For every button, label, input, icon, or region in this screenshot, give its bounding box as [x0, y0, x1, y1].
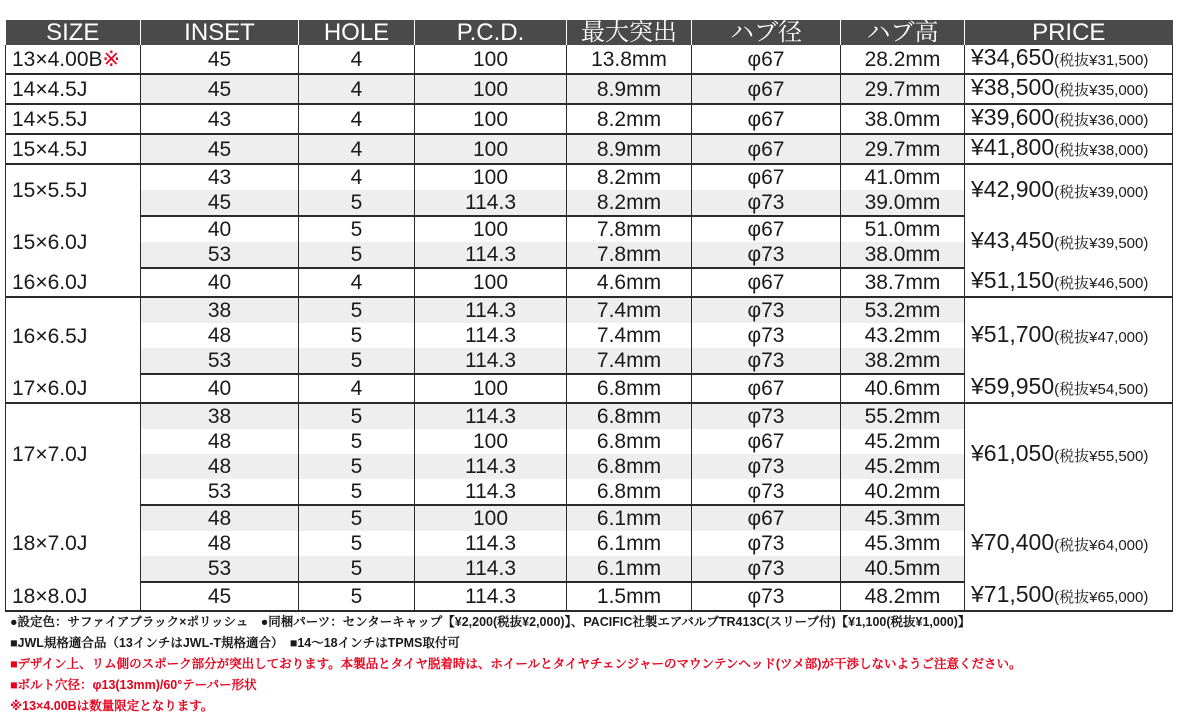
inset-cell: 48	[141, 429, 299, 454]
size-label: 15×4.5J	[12, 137, 88, 161]
wheel-spec-table	[5, 20, 1173, 612]
pcd-cell: 114.3	[415, 297, 567, 323]
hole-cell: 5	[299, 323, 415, 348]
table-row	[6, 134, 1173, 164]
note-line: ■ボルト穴径：φ13(13mm)/60°テーパー形状	[10, 678, 257, 692]
inset-cell: 53	[141, 242, 299, 268]
pcd-cell: 100	[415, 374, 567, 403]
price-value: ¥43,450	[971, 227, 1055, 253]
size-label: 17×6.0J	[12, 376, 88, 400]
price-value: ¥71,500	[971, 582, 1055, 607]
size-label: 18×7.0J	[12, 532, 88, 555]
pcd-cell: 114.3	[415, 242, 567, 268]
hub-height-cell: 55.2mm	[841, 403, 965, 429]
hub-diameter-cell: φ67	[692, 374, 841, 403]
max-protrusion-cell: 4.6mm	[567, 268, 692, 297]
size-label: 14×5.5J	[12, 107, 88, 131]
size-label: 16×6.5J	[12, 324, 88, 348]
max-protrusion-cell: 6.1mm	[567, 505, 692, 531]
size-label: 15×5.5J	[12, 179, 88, 202]
pcd-cell: 100	[415, 134, 567, 164]
inset-cell: 45	[141, 134, 299, 164]
pcd-cell: 100	[415, 164, 567, 190]
hole-cell: 4	[299, 45, 415, 74]
hub-diameter-cell: φ73	[692, 531, 841, 556]
note-line: ●設定色：サファイアブラック×ポリッシュ ●同梱パーツ：センターキャップ【¥2,200(税抜¥2,000)】、PACIFIC社製エアバルブTR413C(スリーブ付)【¥1,100(税抜¥1,000)】	[10, 615, 971, 629]
hub-diameter-cell: φ73	[692, 556, 841, 582]
hole-cell: 4	[299, 268, 415, 297]
hole-cell: 5	[299, 556, 415, 582]
hub-height-cell: 45.2mm	[841, 454, 965, 479]
hub-height-cell: 45.3mm	[841, 505, 965, 531]
header-hub-diameter: ハブ径	[692, 20, 841, 45]
table-row	[6, 164, 1173, 190]
price-tax-excluded: (税抜¥46,500)	[1054, 275, 1149, 292]
price-cell	[965, 374, 1173, 403]
pcd-cell: 100	[415, 429, 567, 454]
note-line: ■デザイン上、リム側のスポーク部分が突出しております。本製品とタイヤ脱着時は、ホイールとタイヤチェンジャーのマウンテンヘッド(ツメ部)が干渉しないようご注意ください。	[10, 657, 1022, 671]
hub-diameter-cell: φ73	[692, 479, 841, 505]
hub-height-cell: 45.2mm	[841, 429, 965, 454]
price-cell	[965, 164, 1173, 216]
hub-diameter-cell: φ67	[692, 268, 841, 297]
size-label: 18×8.0J	[12, 584, 88, 608]
hole-cell: 5	[299, 216, 415, 242]
hub-diameter-cell: φ67	[692, 505, 841, 531]
table-row	[6, 74, 1173, 104]
hole-cell: 4	[299, 164, 415, 190]
size-label: 17×7.0J	[12, 443, 88, 466]
price-value: ¥42,900	[971, 175, 1055, 202]
table-row	[6, 403, 1173, 429]
price-cell	[965, 134, 1173, 164]
inset-cell: 45	[141, 190, 299, 216]
pcd-cell: 114.3	[415, 556, 567, 582]
hub-diameter-cell: φ67	[692, 429, 841, 454]
inset-cell: 38	[141, 297, 299, 323]
inset-cell: 38	[141, 403, 299, 429]
table-row	[6, 104, 1173, 134]
hub-diameter-cell: φ67	[692, 45, 841, 74]
size-label: 13×4.00B	[12, 47, 103, 71]
hub-height-cell: 38.0mm	[841, 242, 965, 268]
hub-height-cell: 28.2mm	[841, 45, 965, 74]
hub-height-cell: 48.2mm	[841, 582, 965, 611]
price-cell	[965, 403, 1173, 505]
hole-cell: 5	[299, 429, 415, 454]
hub-diameter-cell: φ73	[692, 323, 841, 348]
header-price: PRICE	[965, 20, 1173, 45]
hub-height-cell: 38.0mm	[841, 104, 965, 134]
hub-height-cell: 40.5mm	[841, 556, 965, 582]
max-protrusion-cell: 6.8mm	[567, 403, 692, 429]
hub-diameter-cell: φ73	[692, 190, 841, 216]
table-row	[6, 297, 1173, 323]
hub-diameter-cell: φ73	[692, 454, 841, 479]
pcd-cell: 100	[415, 505, 567, 531]
price-cell	[965, 74, 1173, 104]
pcd-cell: 100	[415, 216, 567, 242]
price-value: ¥41,800	[971, 134, 1055, 160]
size-cell	[6, 403, 141, 505]
header-max-protrusion: 最大突出	[567, 20, 692, 45]
max-protrusion-cell: 8.2mm	[567, 164, 692, 190]
note-line: ※13×4.00Bは数量限定となります。	[10, 699, 214, 713]
pcd-cell: 114.3	[415, 582, 567, 611]
hole-cell: 5	[299, 297, 415, 323]
size-cell	[6, 505, 141, 582]
inset-cell: 45	[141, 74, 299, 104]
price-tax-excluded: (税抜¥47,000)	[1054, 329, 1149, 346]
pcd-cell: 100	[415, 74, 567, 104]
size-cell	[6, 74, 141, 104]
max-protrusion-cell: 6.1mm	[567, 531, 692, 556]
price-cell	[965, 268, 1173, 297]
pcd-cell: 114.3	[415, 323, 567, 348]
pcd-cell: 114.3	[415, 531, 567, 556]
max-protrusion-cell: 8.9mm	[567, 134, 692, 164]
price-cell	[965, 104, 1173, 134]
price-value: ¥70,400	[971, 528, 1055, 555]
size-cell	[6, 268, 141, 297]
price-tax-excluded: (税抜¥55,500)	[1054, 447, 1149, 465]
price-tax-excluded: (税抜¥38,000)	[1054, 142, 1149, 159]
price-value: ¥38,500	[971, 74, 1055, 100]
table-row	[6, 216, 1173, 242]
max-protrusion-cell: 6.8mm	[567, 374, 692, 403]
pcd-cell: 114.3	[415, 348, 567, 374]
hub-height-cell: 45.3mm	[841, 531, 965, 556]
hub-height-cell: 38.7mm	[841, 268, 965, 297]
hub-diameter-cell: φ73	[692, 582, 841, 611]
max-protrusion-cell: 6.8mm	[567, 454, 692, 479]
price-tax-excluded: (税抜¥31,500)	[1054, 52, 1149, 69]
hub-diameter-cell: φ67	[692, 134, 841, 164]
price-cell	[965, 582, 1173, 611]
hole-cell: 4	[299, 74, 415, 104]
inset-cell: 53	[141, 556, 299, 582]
notes-section	[10, 612, 1185, 717]
hub-diameter-cell: φ67	[692, 104, 841, 134]
max-protrusion-cell: 6.8mm	[567, 479, 692, 505]
size-cell	[6, 216, 141, 268]
hub-diameter-cell: φ67	[692, 74, 841, 104]
hole-cell: 5	[299, 531, 415, 556]
price-tax-excluded: (税抜¥35,000)	[1054, 82, 1149, 99]
size-cell	[6, 582, 141, 611]
size-cell	[6, 45, 141, 74]
max-protrusion-cell: 8.2mm	[567, 104, 692, 134]
header-size: SIZE	[6, 20, 141, 45]
hub-height-cell: 41.0mm	[841, 164, 965, 190]
inset-cell: 48	[141, 454, 299, 479]
hole-cell: 4	[299, 374, 415, 403]
price-value: ¥59,950	[971, 374, 1055, 399]
hub-diameter-cell: φ73	[692, 297, 841, 323]
table-header-row	[6, 20, 1173, 45]
pcd-cell: 114.3	[415, 479, 567, 505]
inset-cell: 48	[141, 323, 299, 348]
inset-cell: 45	[141, 45, 299, 74]
price-tax-excluded: (税抜¥65,000)	[1054, 589, 1149, 606]
inset-cell: 53	[141, 348, 299, 374]
size-cell	[6, 374, 141, 403]
hub-diameter-cell: φ67	[692, 216, 841, 242]
size-cell	[6, 297, 141, 374]
price-tax-excluded: (税抜¥39,500)	[1054, 235, 1149, 252]
max-protrusion-cell: 13.8mm	[567, 45, 692, 74]
price-value: ¥34,650	[971, 45, 1055, 70]
max-protrusion-cell: 7.4mm	[567, 297, 692, 323]
max-protrusion-cell: 8.2mm	[567, 190, 692, 216]
hole-cell: 5	[299, 242, 415, 268]
hub-height-cell: 51.0mm	[841, 216, 965, 242]
price-value: ¥39,600	[971, 104, 1055, 130]
hub-diameter-cell: φ73	[692, 403, 841, 429]
size-cell	[6, 134, 141, 164]
hub-height-cell: 53.2mm	[841, 297, 965, 323]
price-tax-excluded: (税抜¥64,000)	[1054, 536, 1149, 554]
price-value: ¥51,150	[971, 268, 1055, 293]
size-label: 16×6.0J	[12, 270, 88, 294]
inset-cell: 48	[141, 505, 299, 531]
price-cell	[965, 505, 1173, 582]
size-cell	[6, 164, 141, 216]
table-row	[6, 505, 1173, 531]
hub-height-cell: 38.2mm	[841, 348, 965, 374]
table-row	[6, 374, 1173, 403]
hub-height-cell: 40.2mm	[841, 479, 965, 505]
max-protrusion-cell: 7.8mm	[567, 242, 692, 268]
price-cell	[965, 216, 1173, 268]
hole-cell: 5	[299, 454, 415, 479]
max-protrusion-cell: 1.5mm	[567, 582, 692, 611]
inset-cell: 43	[141, 164, 299, 190]
hub-diameter-cell: φ73	[692, 242, 841, 268]
pcd-cell: 114.3	[415, 190, 567, 216]
hub-height-cell: 39.0mm	[841, 190, 965, 216]
pcd-cell: 114.3	[415, 454, 567, 479]
hub-diameter-cell: φ67	[692, 164, 841, 190]
table-row	[6, 582, 1173, 611]
max-protrusion-cell: 6.1mm	[567, 556, 692, 582]
hole-cell: 5	[299, 582, 415, 611]
table-body	[6, 45, 1173, 611]
inset-cell: 43	[141, 104, 299, 134]
note-line: ■JWL規格適合品（13インチはJWL-T規格適合） ■14〜18インチはTPMS取付可	[10, 636, 460, 650]
price-tax-excluded: (税抜¥39,000)	[1054, 183, 1149, 201]
pcd-cell: 114.3	[415, 403, 567, 429]
size-cell	[6, 104, 141, 134]
hole-cell: 5	[299, 348, 415, 374]
table-row	[6, 268, 1173, 297]
hub-height-cell: 29.7mm	[841, 74, 965, 104]
header-hole: HOLE	[299, 20, 415, 45]
hole-cell: 4	[299, 134, 415, 164]
max-protrusion-cell: 7.4mm	[567, 323, 692, 348]
price-cell	[965, 297, 1173, 374]
max-protrusion-cell: 8.9mm	[567, 74, 692, 104]
hole-cell: 5	[299, 479, 415, 505]
inset-cell: 53	[141, 479, 299, 505]
price-tax-excluded: (税抜¥36,000)	[1054, 112, 1149, 129]
inset-cell: 45	[141, 582, 299, 611]
price-value: ¥51,700	[971, 321, 1055, 347]
header-inset: INSET	[141, 20, 299, 45]
hole-cell: 4	[299, 104, 415, 134]
inset-cell: 48	[141, 531, 299, 556]
inset-cell: 40	[141, 216, 299, 242]
hole-cell: 5	[299, 403, 415, 429]
price-value: ¥61,050	[971, 439, 1055, 466]
inset-cell: 40	[141, 268, 299, 297]
size-label: 14×4.5J	[12, 77, 88, 101]
max-protrusion-cell: 7.4mm	[567, 348, 692, 374]
hub-height-cell: 43.2mm	[841, 323, 965, 348]
header-hub-height: ハブ高	[841, 20, 965, 45]
pcd-cell: 100	[415, 104, 567, 134]
limited-mark: ※	[102, 47, 121, 71]
max-protrusion-cell: 6.8mm	[567, 429, 692, 454]
pcd-cell: 100	[415, 45, 567, 74]
header-pcd: P.C.D.	[415, 20, 567, 45]
hub-diameter-cell: φ73	[692, 348, 841, 374]
size-label: 15×6.0J	[12, 230, 88, 254]
inset-cell: 40	[141, 374, 299, 403]
hole-cell: 5	[299, 505, 415, 531]
table-row	[6, 45, 1173, 74]
price-tax-excluded: (税抜¥54,500)	[1054, 381, 1149, 398]
pcd-cell: 100	[415, 268, 567, 297]
max-protrusion-cell: 7.8mm	[567, 216, 692, 242]
hub-height-cell: 29.7mm	[841, 134, 965, 164]
hub-height-cell: 40.6mm	[841, 374, 965, 403]
hole-cell: 5	[299, 190, 415, 216]
price-cell	[965, 45, 1173, 74]
